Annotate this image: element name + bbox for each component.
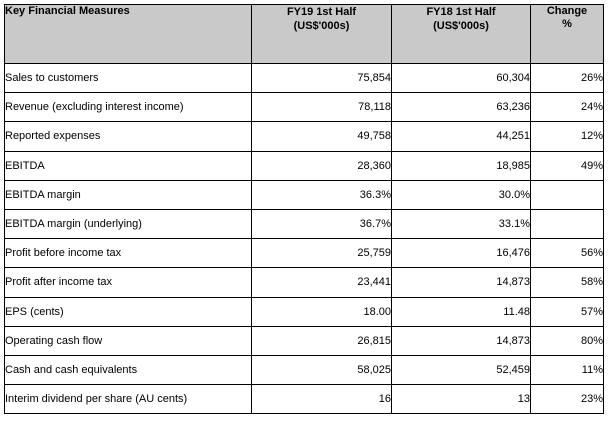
table-row <box>5 209 604 238</box>
fy19-value: 36.3% <box>252 180 392 209</box>
fy18-value: 16,476 <box>392 239 531 268</box>
header-fy19-unit: (US$'000s) <box>293 20 350 32</box>
header-change <box>531 5 604 64</box>
row-label: EPS (cents) <box>5 297 252 326</box>
fy18-value: 52,459 <box>392 355 531 384</box>
change-value: 24% <box>531 93 604 122</box>
fy19-value: 25,759 <box>252 239 392 268</box>
fy19-value: 23,441 <box>252 268 392 297</box>
row-label: Operating cash flow <box>5 326 252 355</box>
change-value: 26% <box>531 64 604 93</box>
fy19-value: 75,854 <box>252 64 392 93</box>
row-label: Reported expenses <box>5 122 252 151</box>
header-fy18-unit: (US$'000s) <box>433 20 489 32</box>
change-value <box>531 209 604 238</box>
header-change-unit: % <box>562 18 572 30</box>
change-value: 56% <box>531 239 604 268</box>
table-row <box>5 297 604 326</box>
fy19-value: 28,360 <box>252 151 392 180</box>
fy19-value: 18.00 <box>252 297 392 326</box>
header-fy18-period: FY18 1st Half <box>426 6 496 18</box>
fy18-value: 60,304 <box>392 64 531 93</box>
table-row <box>5 151 604 180</box>
fy19-value: 16 <box>252 385 392 414</box>
change-value: 23% <box>531 385 604 414</box>
change-value: 49% <box>531 151 604 180</box>
row-label: Sales to customers <box>5 64 252 93</box>
row-label: EBITDA <box>5 151 252 180</box>
row-label: Cash and cash equivalents <box>5 355 252 384</box>
table-header-row <box>5 5 604 64</box>
fy19-value: 26,815 <box>252 326 392 355</box>
change-value: 58% <box>531 268 604 297</box>
fy18-value: 13 <box>392 385 531 414</box>
table-row <box>5 385 604 414</box>
row-label: Interim dividend per share (AU cents) <box>5 385 252 414</box>
fy18-value: 11.48 <box>392 297 531 326</box>
fy18-value: 44,251 <box>392 122 531 151</box>
header-key-financial-measures: Key Financial Measures <box>5 5 252 64</box>
table-row <box>5 122 604 151</box>
header-change-label: Change <box>546 5 588 17</box>
fy19-value: 58,025 <box>252 355 392 384</box>
change-value <box>531 180 604 209</box>
row-label: EBITDA margin <box>5 180 252 209</box>
fy18-value: 33.1% <box>392 209 531 238</box>
fy18-value: 30.0% <box>392 180 531 209</box>
row-label: Profit after income tax <box>5 268 252 297</box>
table-row <box>5 93 604 122</box>
fy19-value: 36.7% <box>252 209 392 238</box>
change-value: 57% <box>531 297 604 326</box>
fy18-value: 14,873 <box>392 268 531 297</box>
row-label: Profit before income tax <box>5 239 252 268</box>
row-label: EBITDA margin (underlying) <box>5 209 252 238</box>
fy19-value: 78,118 <box>252 93 392 122</box>
fy19-value: 49,758 <box>252 122 392 151</box>
change-value: 80% <box>531 326 604 355</box>
table-row <box>5 180 604 209</box>
table-row <box>5 355 604 384</box>
fy18-value: 14,873 <box>392 326 531 355</box>
table-row <box>5 268 604 297</box>
key-financial-measures-table <box>4 4 604 414</box>
fy18-value: 63,236 <box>392 93 531 122</box>
table-row <box>5 239 604 268</box>
change-value: 12% <box>531 122 604 151</box>
table-row <box>5 64 604 93</box>
header-fy19-period: FY19 1st Half <box>286 6 357 18</box>
row-label: Revenue (excluding interest income) <box>5 93 252 122</box>
change-value: 11% <box>531 355 604 384</box>
header-fy19 <box>252 5 392 64</box>
header-fy18 <box>392 5 531 64</box>
fy18-value: 18,985 <box>392 151 531 180</box>
table-row <box>5 326 604 355</box>
